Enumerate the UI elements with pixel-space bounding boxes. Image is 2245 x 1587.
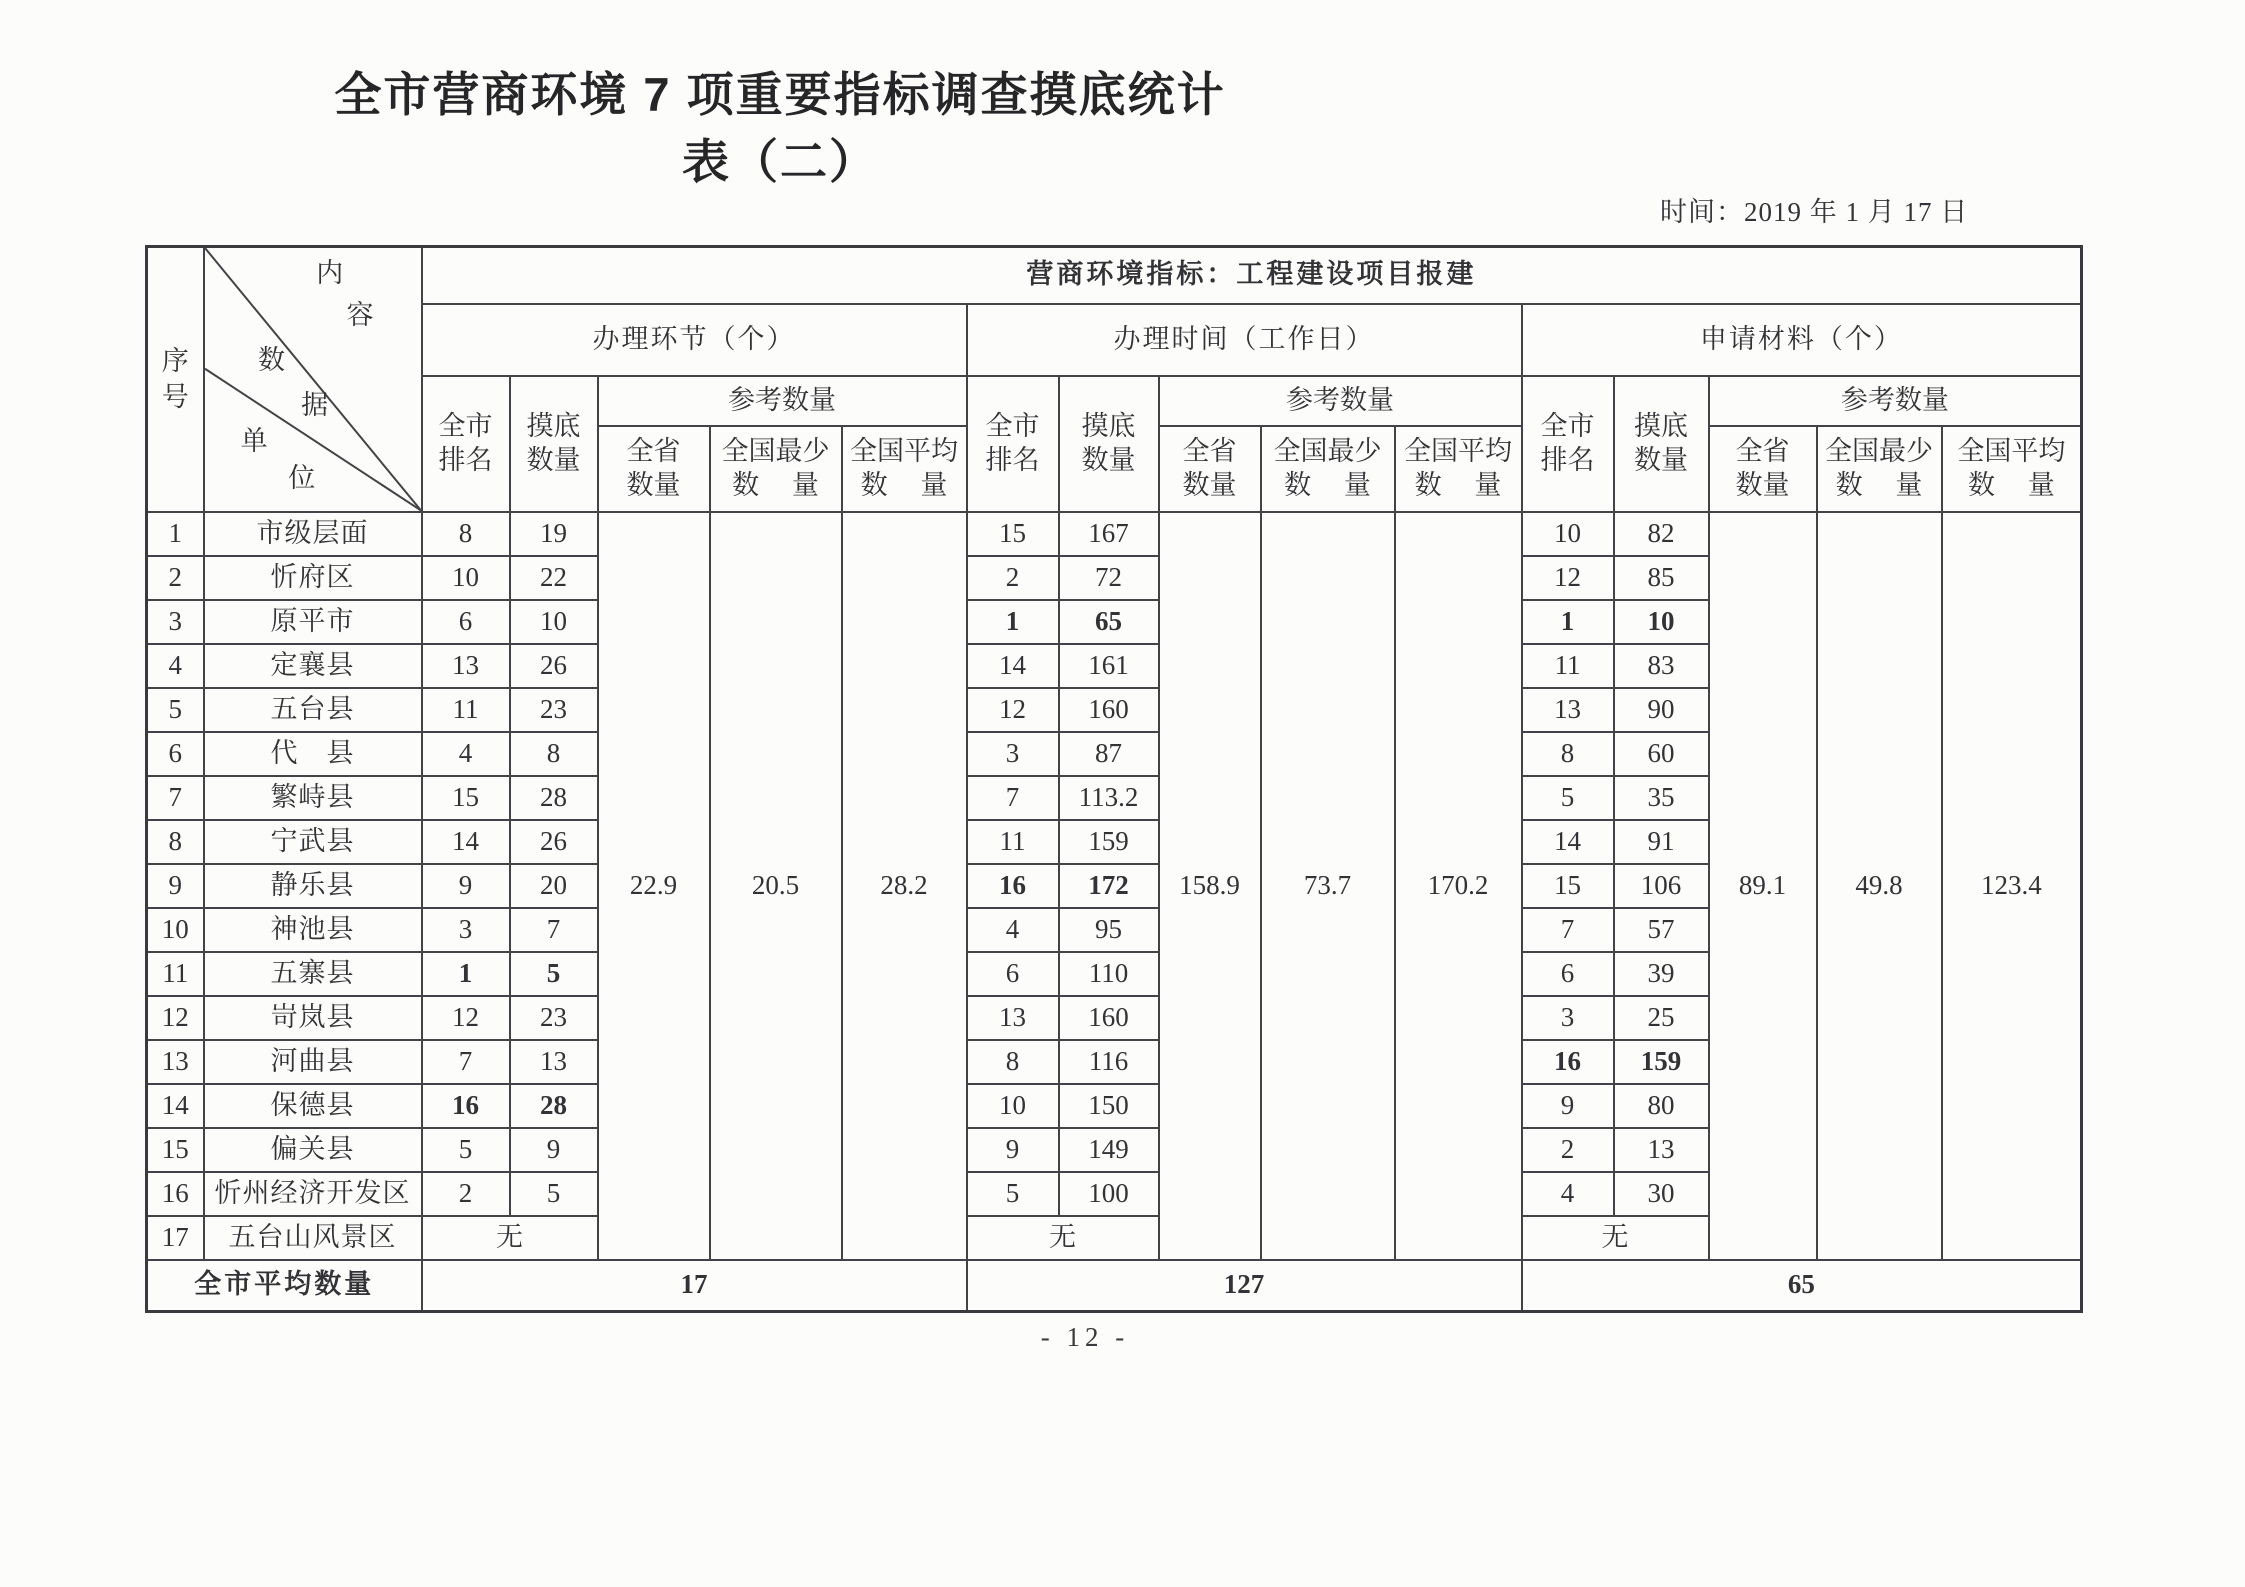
row-number-cell: 7 [147,776,204,820]
province-header: 全省 数量 [1709,426,1817,512]
rank-cell: 13 [967,996,1059,1040]
rank-cell: 5 [967,1172,1059,1216]
rank-cell: 4 [967,908,1059,952]
survey-value-cell: 160 [1059,688,1159,732]
row-number-cell: 8 [147,820,204,864]
survey-value-cell: 149 [1059,1128,1159,1172]
survey-value-cell: 22 [510,556,598,600]
rank-cell: 2 [422,1172,510,1216]
rank-cell: 9 [967,1128,1059,1172]
reference-value-cell: 170.2 [1395,512,1522,1260]
survey-value-cell: 161 [1059,644,1159,688]
row-number-cell: 11 [147,952,204,996]
survey-value-cell: 20 [510,864,598,908]
no-data-cell: 无 [422,1216,598,1260]
corner-diagonal-cell: 内 容 数 据 单 位 [204,247,422,512]
rank-cell: 6 [967,952,1059,996]
unit-name-cell: 五台山风景区 [204,1216,422,1260]
rank-header: 全市 排名 [967,376,1059,512]
rank-cell: 16 [422,1084,510,1128]
survey-value-cell: 23 [510,996,598,1040]
rank-cell: 14 [422,820,510,864]
survey-value-cell: 91 [1614,820,1709,864]
survey-value-cell: 113.2 [1059,776,1159,820]
main-indicator-header: 营商环境指标：工程建设项目报建 [422,247,2082,304]
survey-value-cell: 28 [510,1084,598,1128]
survey-value-cell: 85 [1614,556,1709,600]
unit-name-cell: 忻府区 [204,556,422,600]
survey-value-cell: 5 [510,952,598,996]
row-number-cell: 6 [147,732,204,776]
survey-value-cell: 167 [1059,512,1159,556]
survey-value-cell: 26 [510,644,598,688]
rank-cell: 4 [422,732,510,776]
rank-cell: 16 [1522,1040,1614,1084]
survey-value-cell: 5 [510,1172,598,1216]
national-avg-header: 全国平均 数 量 [1395,426,1522,512]
survey-value-cell: 116 [1059,1040,1159,1084]
survey-value-cell: 172 [1059,864,1159,908]
rank-cell: 11 [422,688,510,732]
survey-header: 摸底 数量 [1059,376,1159,512]
reference-value-cell: 28.2 [842,512,967,1260]
rank-cell: 5 [422,1128,510,1172]
unit-name-cell: 宁武县 [204,820,422,864]
survey-value-cell: 95 [1059,908,1159,952]
corner-label-content: 内 [316,258,344,289]
average-value-procedures: 17 [422,1260,967,1312]
rank-cell: 9 [1522,1084,1614,1128]
rank-cell: 16 [967,864,1059,908]
page-title: 全市营商环境 7 项重要指标调查摸底统计表（二） [334,68,1226,188]
rank-cell: 8 [967,1040,1059,1084]
statistics-table [145,245,2083,1313]
survey-value-cell: 13 [1614,1128,1709,1172]
rank-cell: 12 [1522,556,1614,600]
survey-value-cell: 57 [1614,908,1709,952]
rank-header: 全市 排名 [1522,376,1614,512]
survey-value-cell: 150 [1059,1084,1159,1128]
average-row [147,1260,2082,1312]
rank-cell: 4 [1522,1172,1614,1216]
survey-value-cell: 19 [510,512,598,556]
survey-value-cell: 25 [1614,996,1709,1040]
table-header [147,247,2082,512]
unit-name-cell: 偏关县 [204,1128,422,1172]
rank-cell: 12 [967,688,1059,732]
unit-name-cell: 繁峙县 [204,776,422,820]
reference-value-cell: 49.8 [1817,512,1942,1260]
national-min-header: 全国最少 数 量 [1261,426,1395,512]
row-number-cell: 4 [147,644,204,688]
unit-name-cell: 静乐县 [204,864,422,908]
rank-cell: 14 [967,644,1059,688]
row-number-cell: 3 [147,600,204,644]
no-data-cell: 无 [1522,1216,1709,1260]
rank-cell: 10 [422,556,510,600]
survey-value-cell: 72 [1059,556,1159,600]
table-row [147,512,2082,556]
survey-value-cell: 10 [1614,600,1709,644]
average-value-materials: 65 [1522,1260,2082,1312]
survey-value-cell: 159 [1059,820,1159,864]
rank-cell: 1 [422,952,510,996]
reference-value-cell: 22.9 [598,512,710,1260]
national-min-header: 全国最少 数 量 [710,426,842,512]
rank-cell: 6 [1522,952,1614,996]
section-header-materials: 申请材料（个） [1522,304,2082,376]
serial-number-header: 序 号 [147,247,204,512]
province-header: 全省 数量 [1159,426,1261,512]
reference-value-cell: 123.4 [1942,512,2082,1260]
reference-value-cell: 158.9 [1159,512,1261,1260]
rank-cell: 10 [1522,512,1614,556]
row-number-cell: 15 [147,1128,204,1172]
rank-cell: 13 [1522,688,1614,732]
survey-value-cell: 90 [1614,688,1709,732]
unit-name-cell: 岢岚县 [204,996,422,1040]
date-label: 时间：2019 年 1 月 17 日 [1660,197,1969,227]
survey-value-cell: 82 [1614,512,1709,556]
national-avg-header: 全国平均 数 量 [842,426,967,512]
rank-cell: 11 [967,820,1059,864]
rank-cell: 12 [422,996,510,1040]
survey-value-cell: 159 [1614,1040,1709,1084]
rank-cell: 2 [967,556,1059,600]
rank-cell: 3 [967,732,1059,776]
survey-value-cell: 8 [510,732,598,776]
unit-name-cell: 河曲县 [204,1040,422,1084]
row-number-cell: 16 [147,1172,204,1216]
survey-value-cell: 80 [1614,1084,1709,1128]
national-avg-header: 全国平均 数 量 [1942,426,2082,512]
reference-value-cell: 73.7 [1261,512,1395,1260]
corner-label-unit: 单 [240,426,268,457]
row-number-cell: 9 [147,864,204,908]
survey-header: 摸底 数量 [1614,376,1709,512]
row-number-cell: 10 [147,908,204,952]
average-value-time: 127 [967,1260,1522,1312]
rank-cell: 13 [422,644,510,688]
survey-header: 摸底 数量 [510,376,598,512]
survey-value-cell: 13 [510,1040,598,1084]
reference-header: 参考数量 [598,376,967,426]
row-number-cell: 1 [147,512,204,556]
rank-cell: 15 [967,512,1059,556]
unit-name-cell: 定襄县 [204,644,422,688]
rank-cell: 7 [967,776,1059,820]
rank-cell: 1 [1522,600,1614,644]
rank-cell: 9 [422,864,510,908]
unit-name-cell: 五寨县 [204,952,422,996]
survey-value-cell: 160 [1059,996,1159,1040]
survey-value-cell: 83 [1614,644,1709,688]
row-number-cell: 14 [147,1084,204,1128]
section-header-time: 办理时间（工作日） [967,304,1522,376]
survey-value-cell: 9 [510,1128,598,1172]
rank-cell: 15 [422,776,510,820]
survey-value-cell: 110 [1059,952,1159,996]
corner-label-data: 数 [257,345,285,375]
rank-cell: 10 [967,1084,1059,1128]
reference-value-cell: 89.1 [1709,512,1817,1260]
rank-header: 全市 排名 [422,376,510,512]
rank-cell: 1 [967,600,1059,644]
row-number-cell: 5 [147,688,204,732]
unit-name-cell: 代 县 [204,732,422,776]
rank-cell: 7 [1522,908,1614,952]
average-label: 全市平均数量 [147,1260,422,1312]
table-body [147,512,2082,1260]
no-data-cell: 无 [967,1216,1159,1260]
reference-value-cell: 20.5 [710,512,842,1260]
section-header-procedures: 办理环节（个） [422,304,967,376]
rank-cell: 3 [422,908,510,952]
unit-name-cell: 忻州经济开发区 [204,1172,422,1216]
unit-name-cell: 保德县 [204,1084,422,1128]
national-min-header: 全国最少 数 量 [1817,426,1942,512]
rank-cell: 5 [1522,776,1614,820]
unit-name-cell: 五台县 [204,688,422,732]
page-number: - 12 - [1040,1322,1130,1352]
survey-value-cell: 10 [510,600,598,644]
row-number-cell: 12 [147,996,204,1040]
rank-cell: 8 [422,512,510,556]
rank-cell: 3 [1522,996,1614,1040]
survey-value-cell: 26 [510,820,598,864]
survey-value-cell: 23 [510,688,598,732]
rank-cell: 11 [1522,644,1614,688]
survey-value-cell: 35 [1614,776,1709,820]
survey-value-cell: 65 [1059,600,1159,644]
unit-name-cell: 原平市 [204,600,422,644]
survey-value-cell: 106 [1614,864,1709,908]
row-number-cell: 13 [147,1040,204,1084]
rank-cell: 8 [1522,732,1614,776]
survey-value-cell: 60 [1614,732,1709,776]
reference-header: 参考数量 [1709,376,2082,426]
survey-value-cell: 100 [1059,1172,1159,1216]
survey-value-cell: 87 [1059,732,1159,776]
rank-cell: 7 [422,1040,510,1084]
unit-name-cell: 神池县 [204,908,422,952]
row-number-cell: 17 [147,1216,204,1260]
province-header: 全省 数量 [598,426,710,512]
rank-cell: 2 [1522,1128,1614,1172]
survey-value-cell: 39 [1614,952,1709,996]
rank-cell: 15 [1522,864,1614,908]
rank-cell: 6 [422,600,510,644]
reference-header: 参考数量 [1159,376,1522,426]
row-number-cell: 2 [147,556,204,600]
rank-cell: 14 [1522,820,1614,864]
survey-value-cell: 30 [1614,1172,1709,1216]
unit-name-cell: 市级层面 [204,512,422,556]
survey-value-cell: 7 [510,908,598,952]
survey-value-cell: 28 [510,776,598,820]
